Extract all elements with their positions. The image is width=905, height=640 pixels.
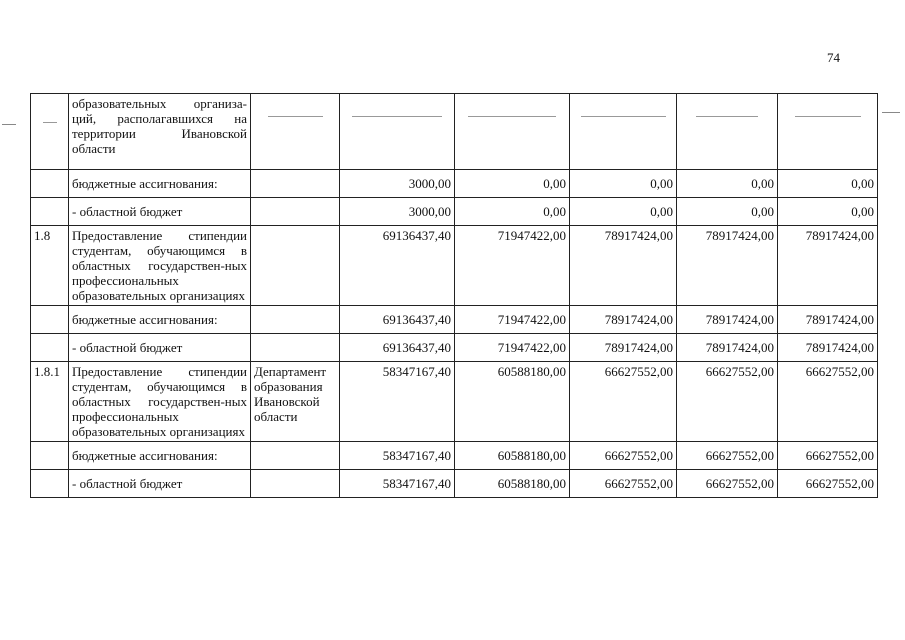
value-cell: 0,00 bbox=[570, 170, 677, 198]
value-cell: 78917424,00 bbox=[570, 306, 677, 334]
description-cell: Предоставление стипендии студентам, обучающимся в областных государствен-ных профессиональных образовательных организациях bbox=[69, 226, 251, 306]
value-cell: 0,00 bbox=[677, 198, 778, 226]
dash-mark bbox=[581, 116, 666, 117]
margin-mark-right bbox=[882, 112, 900, 113]
table-row bbox=[31, 442, 878, 470]
executor-cell bbox=[251, 442, 340, 470]
executor-cell bbox=[251, 226, 340, 306]
value-cell: 0,00 bbox=[455, 198, 570, 226]
value-cell bbox=[570, 94, 677, 170]
index-cell bbox=[31, 442, 69, 470]
value-cell: 66627552,00 bbox=[570, 470, 677, 498]
value-cell: 60588180,00 bbox=[455, 470, 570, 498]
description-cell: Предоставление стипендии студентам, обучающимся в областных государствен-ных профессиональных образовательных организациях bbox=[69, 362, 251, 442]
value-cell: 58347167,40 bbox=[340, 362, 455, 442]
executor-cell bbox=[251, 306, 340, 334]
value-cell: 3000,00 bbox=[340, 170, 455, 198]
description-cell: - областной бюджет bbox=[69, 198, 251, 226]
table-row bbox=[31, 306, 878, 334]
value-cell: 66627552,00 bbox=[778, 470, 878, 498]
table-row bbox=[31, 170, 878, 198]
table-row bbox=[31, 226, 878, 306]
description-cell: бюджетные ассигнования: bbox=[69, 170, 251, 198]
budget-table bbox=[30, 93, 878, 498]
table-row bbox=[31, 198, 878, 226]
value-cell: 0,00 bbox=[778, 198, 878, 226]
value-cell: 78917424,00 bbox=[778, 334, 878, 362]
value-cell bbox=[340, 94, 455, 170]
value-cell: 0,00 bbox=[455, 170, 570, 198]
value-cell bbox=[455, 94, 570, 170]
value-cell: 0,00 bbox=[570, 198, 677, 226]
value-cell: 66627552,00 bbox=[677, 470, 778, 498]
value-cell: 66627552,00 bbox=[778, 442, 878, 470]
page-number: 74 bbox=[827, 50, 840, 65]
index-cell: 1.8.1 bbox=[31, 362, 69, 442]
value-cell: 69136437,40 bbox=[340, 306, 455, 334]
index-cell bbox=[31, 94, 69, 170]
dash-mark bbox=[43, 122, 57, 123]
value-cell: 66627552,00 bbox=[677, 362, 778, 442]
table-row-continuation bbox=[31, 94, 878, 170]
value-cell: 60588180,00 bbox=[455, 362, 570, 442]
value-cell: 78917424,00 bbox=[570, 334, 677, 362]
dash-mark bbox=[352, 116, 442, 117]
budget-table-body bbox=[31, 94, 878, 498]
value-cell: 66627552,00 bbox=[570, 362, 677, 442]
value-cell: 69136437,40 bbox=[340, 226, 455, 306]
table-row bbox=[31, 362, 878, 442]
value-cell: 71947422,00 bbox=[455, 334, 570, 362]
value-cell: 78917424,00 bbox=[570, 226, 677, 306]
value-cell: 69136437,40 bbox=[340, 334, 455, 362]
index-cell bbox=[31, 306, 69, 334]
executor-cell bbox=[251, 198, 340, 226]
dash-mark bbox=[268, 116, 323, 117]
table-row bbox=[31, 334, 878, 362]
value-cell: 0,00 bbox=[677, 170, 778, 198]
executor-cell bbox=[251, 94, 340, 170]
value-cell bbox=[778, 94, 878, 170]
value-cell: 78917424,00 bbox=[677, 334, 778, 362]
description-cell: бюджетные ассигнования: bbox=[69, 442, 251, 470]
description-cell: - областной бюджет bbox=[69, 334, 251, 362]
value-cell: 71947422,00 bbox=[455, 306, 570, 334]
index-cell bbox=[31, 170, 69, 198]
value-cell: 66627552,00 bbox=[778, 362, 878, 442]
value-cell: 78917424,00 bbox=[778, 226, 878, 306]
executor-cell bbox=[251, 170, 340, 198]
value-cell: 3000,00 bbox=[340, 198, 455, 226]
executor-cell: Департамент образования Ивановской области bbox=[251, 362, 340, 442]
index-cell bbox=[31, 334, 69, 362]
value-cell: 78917424,00 bbox=[778, 306, 878, 334]
description-cell: - областной бюджет bbox=[69, 470, 251, 498]
value-cell: 0,00 bbox=[778, 170, 878, 198]
value-cell: 78917424,00 bbox=[677, 226, 778, 306]
value-cell: 66627552,00 bbox=[570, 442, 677, 470]
dash-mark bbox=[795, 116, 861, 117]
description-cell: бюджетные ассигнования: bbox=[69, 306, 251, 334]
value-cell: 71947422,00 bbox=[455, 226, 570, 306]
index-cell: 1.8 bbox=[31, 226, 69, 306]
value-cell: 60588180,00 bbox=[455, 442, 570, 470]
dash-mark bbox=[696, 116, 758, 117]
executor-cell bbox=[251, 334, 340, 362]
executor-cell bbox=[251, 470, 340, 498]
margin-mark-left bbox=[2, 124, 16, 125]
value-cell bbox=[677, 94, 778, 170]
table-row bbox=[31, 470, 878, 498]
value-cell: 66627552,00 bbox=[677, 442, 778, 470]
value-cell: 78917424,00 bbox=[677, 306, 778, 334]
description-cell: образовательных организа-ций, располагавшихся на территории Ивановской области bbox=[69, 94, 251, 170]
value-cell: 58347167,40 bbox=[340, 442, 455, 470]
index-cell bbox=[31, 470, 69, 498]
dash-mark bbox=[468, 116, 556, 117]
index-cell bbox=[31, 198, 69, 226]
value-cell: 58347167,40 bbox=[340, 470, 455, 498]
